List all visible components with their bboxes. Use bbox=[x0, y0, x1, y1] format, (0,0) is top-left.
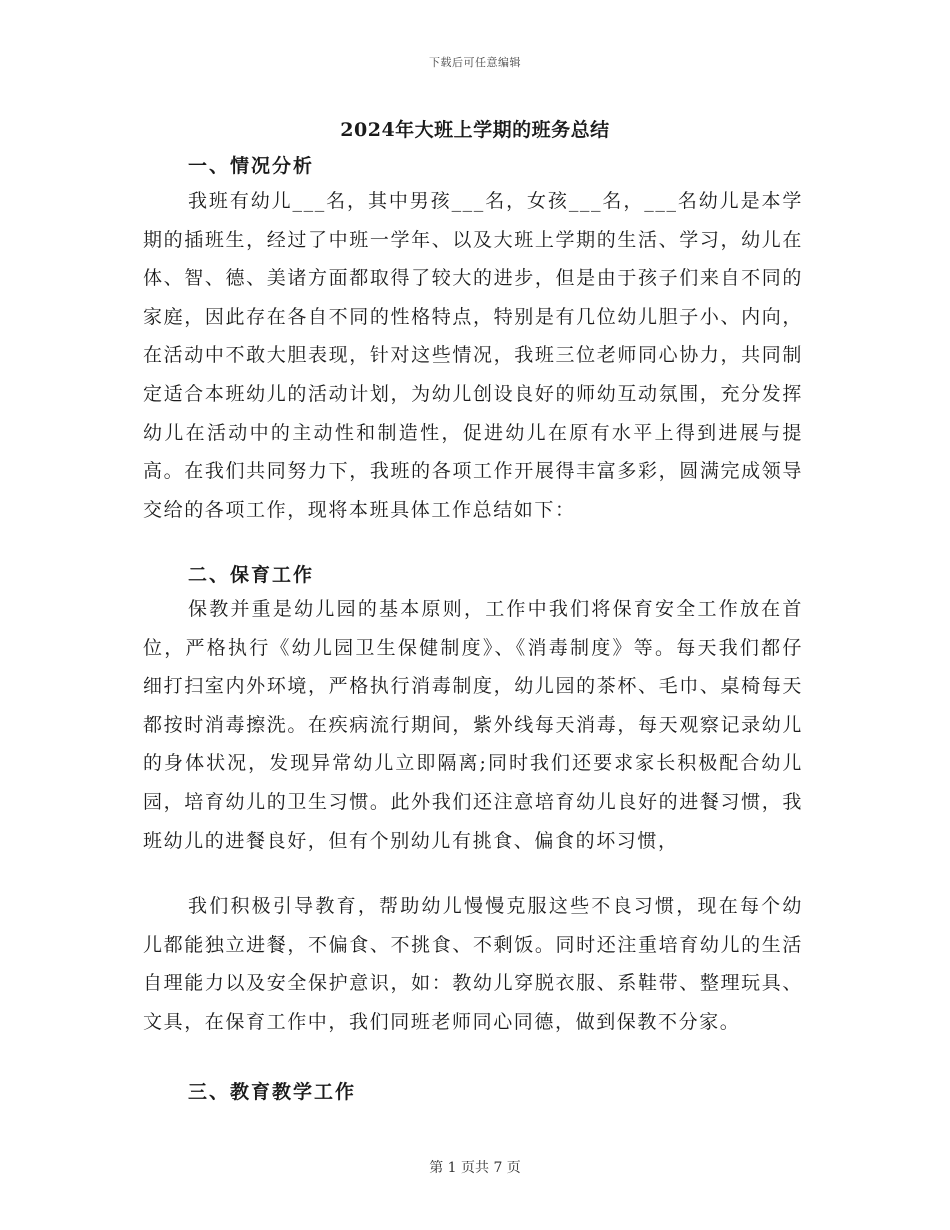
document-title: 2024年大班上学期的班务总结 bbox=[340, 119, 610, 141]
section-heading-teaching: 三、教育教学工作 bbox=[188, 1081, 357, 1103]
paragraph-care-1: 保教并重是幼儿园的基本原则，工作中我们将保育安全工作放在首位，严格执行《幼儿园卫生保健制度》、《消毒制度》等。每天我们都仔细打扫室内外环境，严格执行消毒制度，幼儿园的茶杯、毛巾、桌椅每天都按时消毒擦洗。在疾病流行期间，紫外线每天消毒，每天观察记录幼儿的身体状况，发现异常幼儿立即隔离;同时我们还要求家长积极配合幼儿园，培育幼儿的卫生习惯。此外我们还注意培育幼儿良好的进餐习惯，我班幼儿的进餐良好，但有个别幼儿有挑食、偏食的坏习惯， bbox=[143, 598, 803, 852]
paragraph-care-2: 我们积极引导教育，帮助幼儿慢慢克服这些不良习惯，现在每个幼儿都能独立进餐，不偏食、不挑食、不剩饭。同时还注重培育幼儿的生活自理能力以及安全保护意识，如：教幼儿穿脱衣服、系鞋带、整理玩具、文具，在保育工作中，我们同班老师同心同德，做到保教不分家。 bbox=[143, 895, 803, 1033]
header-note: 下载后可任意编辑 bbox=[429, 56, 521, 69]
section-heading-analysis: 一、情况分析 bbox=[188, 155, 315, 177]
paragraph-analysis: 我班有幼儿___名，其中男孩___名，女孩___名，___名幼儿是本学期的插班生，经过了中班一学年、以及大班上学期的生活、学习，幼儿在体、智、德、美诸方面都取得了较大的进步，但是由于孩子们来自不同的家庭，因此存在各自不同的性格特点，特别是有几位幼儿胆子小、内向，在活动中不敢大胆表现，针对这些情况，我班三位老师同心协力，共同制定适合本班幼儿的活动计划，为幼儿创设良好的师幼互动氛围，充分发挥幼儿在活动中的主动性和制造性，促进幼儿在原有水平上得到进展与提高。在我们共同努力下，我班的各项工作开展得丰富多彩，圆满完成领导交给的各项工作，现将本班具体工作总结如下： bbox=[143, 190, 803, 521]
page-footer: 第 1 页共 7 页 bbox=[429, 1160, 521, 1176]
section-heading-care: 二、保育工作 bbox=[188, 564, 315, 586]
